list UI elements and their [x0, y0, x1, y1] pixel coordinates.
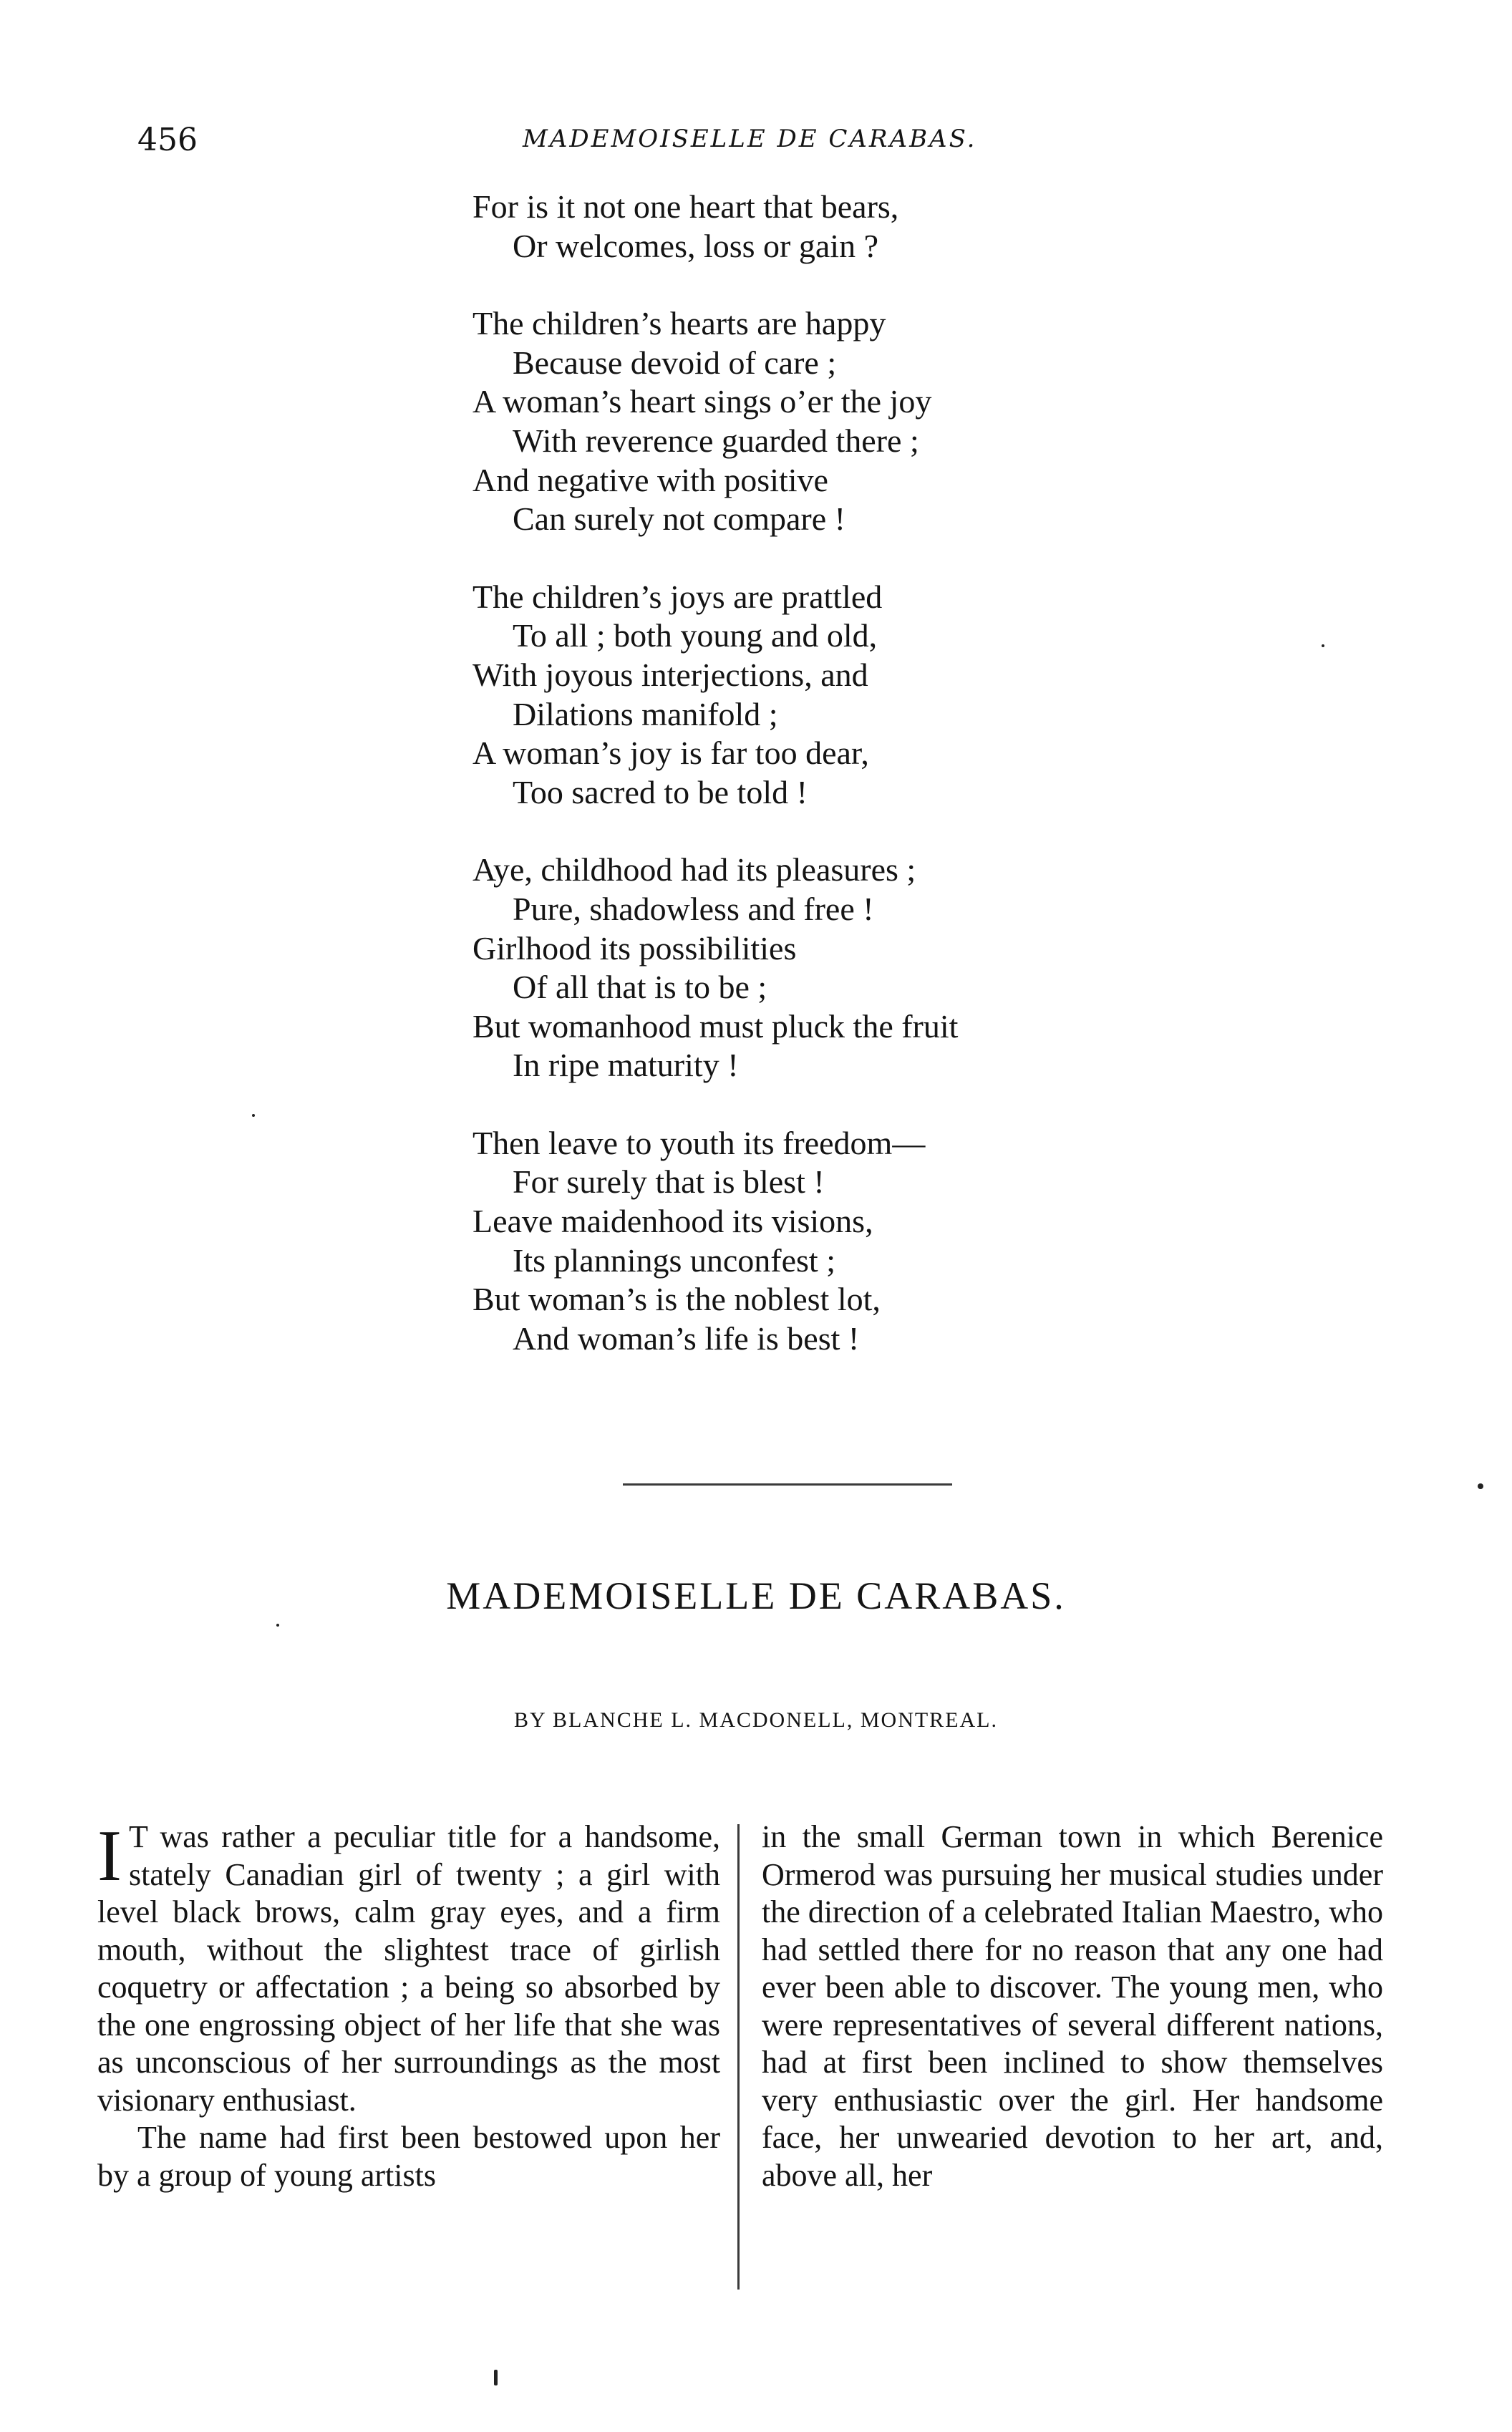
poem-line: And negative with positive	[472, 461, 828, 498]
article-title: MADEMOISELLE DE CARABAS.	[446, 1574, 1066, 1617]
print-speck	[276, 1624, 279, 1627]
print-speck	[1322, 644, 1324, 647]
poem-line: Then leave to youth its freedom—	[472, 1124, 926, 1161]
article-column-left	[97, 1818, 720, 2194]
poem-line: For surely that is blest !	[513, 1163, 825, 1201]
poem-line: Or welcomes, loss or gain ?	[513, 227, 878, 264]
poem-line: Leave maidenhood its visions,	[472, 1203, 873, 1240]
poem-line: Pure, shadowless and free !	[513, 890, 874, 927]
article-paragraph	[97, 1818, 720, 2119]
article-paragraph: in the small German town in which Berenice Ormerod was pursuing her musical studies under the direction of a celebrated Italian Maestro, who had settled there for no reason that any one had ever been able to discover. The young men, who were representatives of several different nations, had at first been inclined to show themselves very enthusiastic over the girl. Her handsome face, her unwearied devotion to her art, and, above all, her	[762, 1819, 1383, 2193]
poem-line: A woman’s heart sings o’er the joy	[472, 383, 932, 420]
column-rule	[737, 1824, 740, 2290]
poem-line: With joyous interjections, and	[472, 656, 868, 693]
page-header	[0, 122, 1512, 165]
article-column-right	[762, 1818, 1383, 2194]
poem-stanza	[472, 851, 1117, 1085]
print-speck	[1478, 1483, 1483, 1489]
print-speck	[252, 1114, 255, 1117]
page-number: 456	[137, 122, 198, 158]
poem	[472, 188, 1117, 1397]
poem-line: For is it not one heart that bears,	[472, 188, 899, 225]
section-divider	[623, 1483, 952, 1486]
poem-line: Girlhood its possibilities	[472, 929, 797, 966]
poem-line: The children’s joys are prattled	[472, 578, 883, 615]
poem-stanza	[472, 578, 1117, 813]
drop-cap: I	[97, 1816, 122, 1896]
paragraph-text: T was rather a peculiar title for a handsome, stately Canadian girl of twenty ; a girl with level black brows, calm gray eyes, and a firm mouth, without the slightest trace of girlish coquetry or affectation ; a being so absorbed by the one engrossing object of her life that she was as unconscious of her surroundings as the most visionary enthusiast.	[97, 1819, 720, 2118]
poem-line: Too sacred to be told !	[513, 773, 808, 810]
poem-stanza	[472, 188, 1117, 266]
article-paragraph: The name had first been bestowed upon her by a group of young artists	[97, 2120, 720, 2193]
poem-line: With reverence guarded there ;	[513, 422, 919, 459]
poem-line: Of all that is to be ;	[513, 969, 767, 1006]
poem-stanza	[472, 304, 1117, 539]
poem-line: Dilations manifold ;	[513, 695, 778, 732]
poem-line: Because devoid of care ;	[513, 344, 837, 381]
print-speck	[494, 2370, 498, 2385]
poem-line: A woman’s joy is far too dear,	[472, 735, 869, 772]
poem-line: Aye, childhood had its pleasures ;	[472, 851, 916, 888]
article-byline: BY BLANCHE L. MACDONELL, MONTREAL.	[513, 1708, 999, 1732]
poem-line: And woman’s life is best !	[513, 1319, 860, 1357]
poem-line: To all ; both young and old,	[513, 617, 878, 654]
poem-line: Can surely not compare !	[513, 500, 845, 538]
poem-stanza	[472, 1124, 1117, 1359]
poem-line: But woman’s is the noblest lot,	[472, 1281, 881, 1318]
poem-line: Its plannings unconfest ;	[513, 1241, 835, 1279]
running-title: MADEMOISELLE DE CARABAS.	[523, 125, 977, 153]
poem-line: But womanhood must pluck the fruit	[472, 1007, 959, 1045]
poem-line: In ripe maturity !	[513, 1047, 739, 1084]
poem-line: The children’s hearts are happy	[472, 305, 886, 342]
